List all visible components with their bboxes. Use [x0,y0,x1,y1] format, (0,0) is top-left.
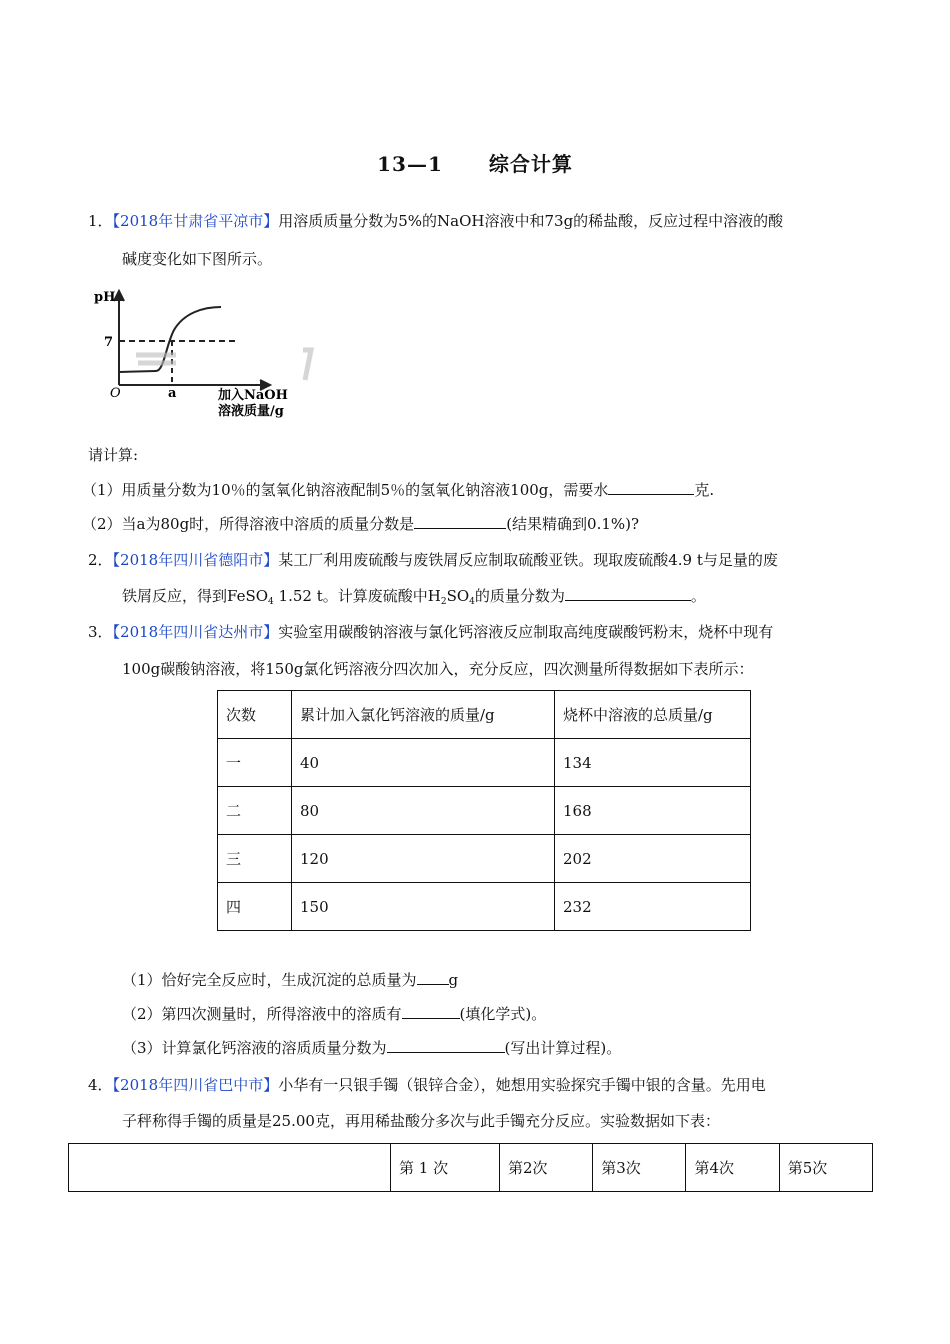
table-row: 三 120 202 [218,835,751,883]
q3-sub1: （1）恰好完全反应时，生成沉淀的总质量为 g [122,971,459,989]
answer-blank[interactable] [387,1038,505,1053]
q1-line2: 碱度变化如下图所示。 [122,250,273,268]
table-header-row: 第 1 次 第2次 第3次 第4次 第5次 [69,1144,873,1192]
table-row: 二 80 168 [218,787,751,835]
answer-blank[interactable] [565,586,691,601]
q3-sub2: （2）第四次测量时，所得溶液中的溶质有 (填化学式)。 [122,1005,547,1023]
q1-prompt: 请计算: [88,446,139,464]
q2-source: 【2018年四川省德阳市】 [112,551,279,569]
ph-graph [88,285,328,420]
graph-x-label-2: 溶液质量/g [218,404,284,419]
q1-line1: 1．【2018年甘肃省平凉市】用溶质质量分数为5%的NaOH溶液中和73g的稀盐酸，反应过程中溶液的酸 [88,212,784,230]
answer-blank[interactable] [402,1004,460,1019]
answer-blank[interactable] [608,480,694,495]
graph-origin: O [110,386,121,401]
table-header-row: 次数 累计加入氯化钙溶液的质量/g 烧杯中溶液的总质量/g [218,691,751,739]
page-title: 13—1 综合计算 [377,152,573,176]
q1-source: 【2018年甘肃省平凉市】 [112,212,279,230]
q1-sub2: （2）当a为80g时，所得溶液中溶质的质量分数是 (结果精确到0.1%)? [82,515,640,533]
q4-source: 【2018年四川省巴中市】 [112,1076,279,1094]
q3-data-table [217,690,751,931]
graph-x-tick: a [168,386,177,401]
graph-y-label: pH [94,290,116,305]
q1-sub1: （1）用质量分数为10％的氢氧化钠溶液配制5％的氢氧化钠溶液100g，需要水 克. [82,481,715,499]
graph-y-tick: 7 [104,335,114,350]
q3-source: 【2018年四川省达州市】 [112,623,279,641]
q4-line2: 子秤称得手镯的质量是25.00克，再用稀盐酸分多次与此手镯充分反应。实验数据如下表： [122,1112,720,1130]
q4-data-table [68,1143,873,1192]
q3-line2: 100g碳酸钠溶液，将150g氯化钙溶液分四次加入，充分反应，四次测量所得数据如下表所示： [122,660,754,678]
q3-sub3: （3）计算氯化钙溶液的溶质质量分数为 (写出计算过程)。 [122,1039,622,1057]
q3-line1: 3．【2018年四川省达州市】实验室用碳酸钠溶液与氯化钙溶液反应制取高纯度碳酸钙粉末，烧杯中现有 [88,623,774,641]
q2-line2: 铁屑反应，得到FeSO$_4$ 1.52 t。计算废硫酸中$H_2SO_4$的质量分数为 。 [122,587,706,607]
answer-blank[interactable] [417,970,449,985]
table-row: 四 150 232 [218,883,751,931]
q2-line1: 2．【2018年四川省德阳市】某工厂利用废硫酸与废铁屑反应制取硫酸亚铁。现取废硫酸4.9 t与足量的废 [88,551,778,569]
table-row: 一 40 134 [218,739,751,787]
q4-line1: 4．【2018年四川省巴中市】小华有一只银手镯（银锌合金），她想用实验探究手镯中银的含量。先用电 [88,1076,766,1094]
answer-blank[interactable] [414,514,506,529]
graph-x-label-1: 加入NaOH [218,388,288,403]
